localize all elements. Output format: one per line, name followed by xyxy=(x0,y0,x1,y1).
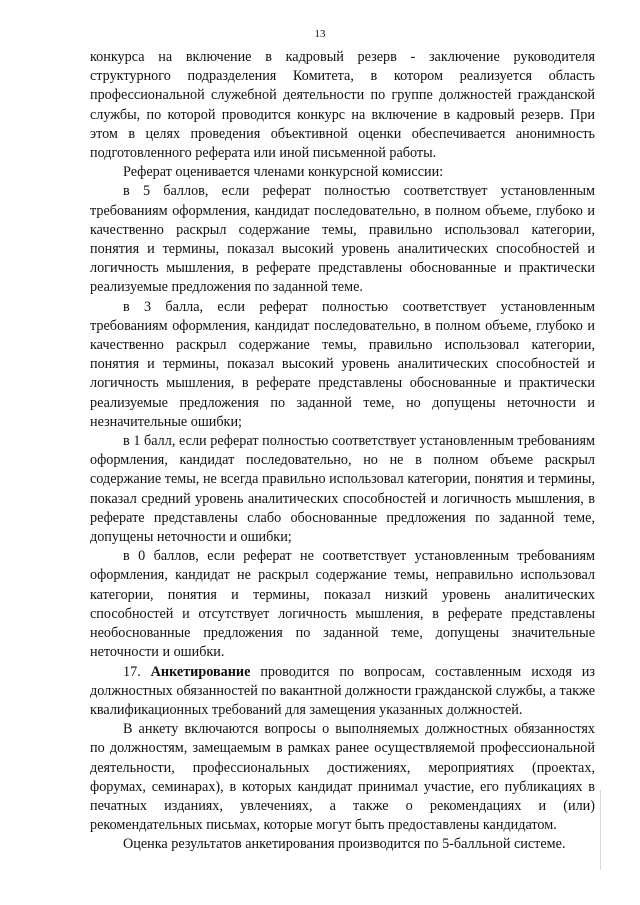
paragraph-score-1: в 1 балл, если реферат полностью соответствует установленным требованиям оформления, кандидат последовательно, но не в полном объеме раскрыл содержание темы, не всегда правильно использовал категории, понятия и термины, показал средний уровень аналитических способностей и логичность мышления, в реферате представлены слабо обоснованные предложения по заданной теме, допущены неточности и ошибки; xyxy=(90,433,595,546)
paragraph-score-3: в 3 балла, если реферат полностью соответствует установленным требованиям оформления, кандидат последовательно, в полном объеме, глубоко и качественно раскрыл содержание темы, правильно использовал категории, понятия и термины, показал высокий уровень аналитических способностей и логичность мышления, в реферате представлены обоснованные и практически реализуемые предложения по заданной теме, но допущены неточности и незначительные ошибки; xyxy=(90,298,595,430)
scan-edge-mark xyxy=(600,790,601,870)
paragraph-continuation: конкурса на включение в кадровый резерв - заключение руководителя структурного подразделения Комитета, в котором реализуется область профессиональной служебной деятельности по группе должностей гражданской службы, по которой проводится конкурс на включение в кадровый резерв. При этом в целях проведения объективной оценки обеспечивается анонимность подготовленного реферата или иной письменной работы. xyxy=(90,49,595,162)
paragraph-questionnaire-contents: В анкету включаются вопросы о выполняемых должностных обязанностях по должностям, замещаемым в рамках ранее осуществляемой профессиональной деятельности, профессиональных достижениях, мероприятиях (проектах, форумах, семинарах), в которых кандидат принимал участие, его публикациях в печатных изданиях, увлечениях, а также о рекомендациях и (или) рекомендательных письмах, которые могут быть предоставлены кандидатом. xyxy=(90,721,595,834)
paragraph-questionnaire xyxy=(90,663,595,721)
document-body xyxy=(90,48,595,855)
paragraph-score-5: в 5 баллов, если реферат полностью соответствует установленным требованиям оформления, кандидат последовательно, в полном объеме, глубоко и качественно раскрыл содержание темы, правильно использовал категории, понятия и термины, показал высокий уровень аналитических способностей и логичность мышления, в реферате представлены обоснованные и практически реализуемые предложения по заданной теме. xyxy=(90,183,595,296)
page-number: 13 xyxy=(314,28,326,40)
paragraph-evaluation-intro: Реферат оценивается членами конкурсной комиссии: xyxy=(123,164,444,181)
paragraph-score-0: в 0 баллов, если реферат не соответствует установленным требованиям оформления, кандидат не раскрыл содержание темы, неправильно использовал категории, понятия и термины, показал низкий уровень аналитических способностей и отсутствует логичность мышления, в реферате представлены необоснованные предложения по заданной теме, допущены значительные неточности и ошибки. xyxy=(90,548,595,661)
clause-number: 17. xyxy=(123,663,151,680)
questionnaire-term: Анкетирование xyxy=(150,663,251,680)
questionnaire-text: проводится по вопросам, составленным исходя из должностных обязанностей по вакантной должности гражданской службы, а также квалификационных требований для замещения указанных должностей. xyxy=(90,663,596,718)
paragraph-questionnaire-scoring: Оценка результатов анкетирования производится по 5-балльной системе. xyxy=(123,836,566,853)
